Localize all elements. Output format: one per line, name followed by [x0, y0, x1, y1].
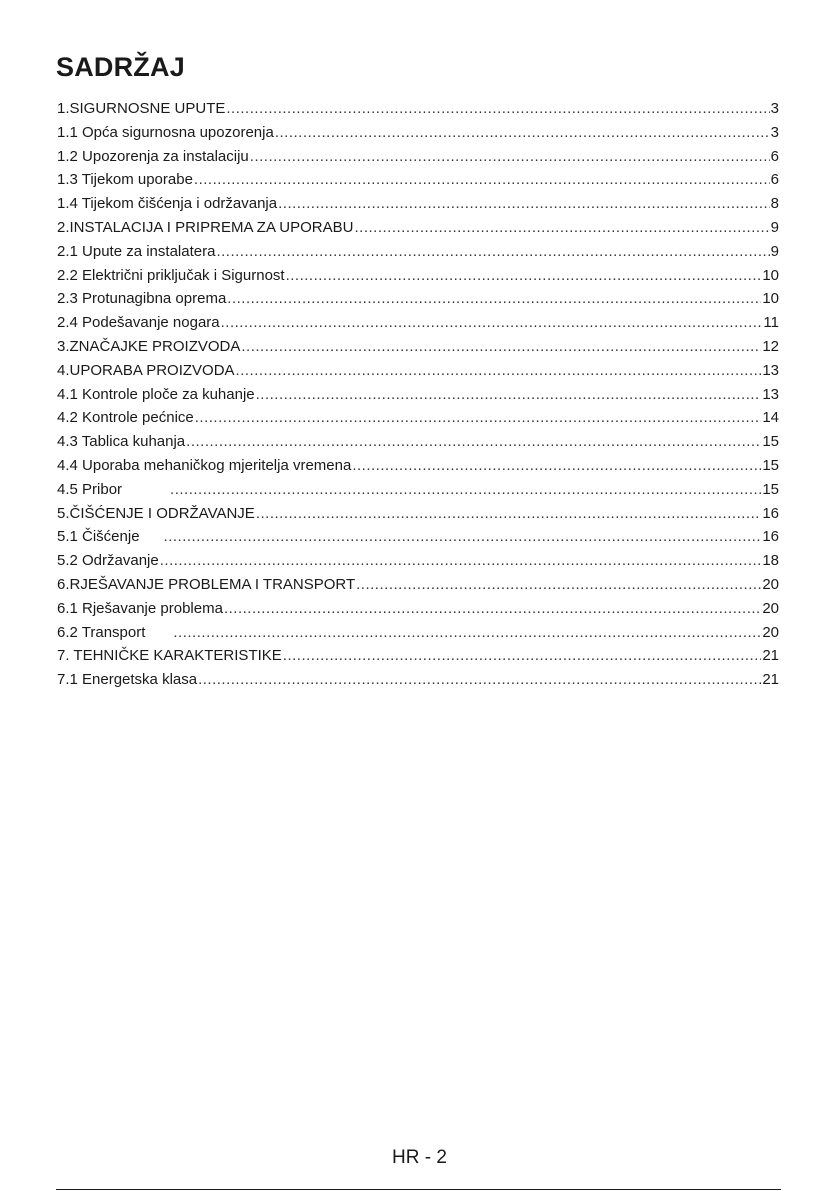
page-title: SADRŽAJ [56, 52, 185, 82]
toc-entry-page: 3 [770, 100, 779, 117]
toc-entry[interactable] [57, 240, 779, 264]
dot-leader [227, 287, 761, 311]
toc-entry-label: 6.RJEŠAVANJE PROBLEMA I TRANSPORT [57, 575, 356, 593]
toc-entry-page: 14 [762, 409, 779, 427]
toc-entry-label: 1.2 Upozorenja za instalaciju [57, 147, 249, 165]
toc-entry-label: 7.1 Energetska klasa [57, 671, 198, 689]
toc-entry-page: 15 [762, 480, 779, 498]
toc-entry-page: 21 [762, 647, 779, 665]
toc-entry[interactable] [57, 264, 779, 288]
toc-entry[interactable] [57, 145, 779, 169]
toc-entry[interactable] [57, 406, 779, 430]
toc-entry-label: 7. TEHNIČKE KARAKTERISTIKE [57, 647, 282, 665]
toc-entry-label: 4.4 Uporaba mehaničkog mjeritelja vremena [57, 456, 352, 474]
page-number: HR - 2 [392, 1147, 447, 1168]
toc-entry-page: 21 [762, 671, 779, 689]
toc-entry-label: 1.3 Tijekom uporabe [57, 171, 193, 189]
toc-entry-page: 16 [762, 504, 779, 522]
toc-entry-label: 4.3 Tablica kuhanja [57, 433, 186, 451]
toc-entry[interactable] [57, 430, 779, 454]
toc-entry[interactable] [57, 454, 779, 478]
dot-leader [186, 430, 761, 454]
toc-entry[interactable] [57, 597, 779, 621]
toc-entry-page: 10 [762, 290, 779, 308]
dot-leader [356, 573, 761, 597]
toc-entry-page: 13 [762, 385, 779, 403]
toc-entry[interactable] [57, 287, 779, 311]
toc-entry-page: 9 [770, 218, 779, 236]
toc-entry-page: 9 [770, 242, 779, 260]
dot-leader [250, 145, 770, 169]
toc-entry-label: 5.2 Održavanje [57, 552, 159, 570]
toc-entry-page: 20 [762, 623, 779, 641]
toc-entry-page: 18 [762, 552, 779, 570]
toc-entry[interactable] [57, 502, 779, 526]
toc-entry-page: 12 [762, 337, 779, 355]
toc-entry[interactable] [57, 311, 779, 335]
dot-leader [256, 502, 762, 526]
toc-entry[interactable] [57, 192, 779, 216]
toc-entry-label: 2.INSTALACIJA I PRIPREMA ZA UPORABU [57, 218, 354, 236]
toc-entry[interactable] [57, 121, 779, 145]
toc-entry[interactable] [57, 644, 779, 668]
toc-entry[interactable] [57, 525, 779, 549]
dot-leader [224, 597, 761, 621]
toc-entry[interactable] [57, 335, 779, 359]
footer-divider [56, 1189, 781, 1190]
dot-leader [170, 478, 761, 502]
dot-leader [216, 240, 769, 264]
toc-entry-label: 6.2 Transport [57, 623, 146, 641]
toc-entry-label: 1.1 Opća sigurnosna upozorenja [57, 123, 274, 141]
toc-entry-label: 2.3 Protunagibna oprema [57, 290, 227, 308]
toc-entry[interactable] [57, 478, 779, 502]
dot-leader [241, 335, 761, 359]
dot-leader [194, 168, 770, 192]
toc-entry[interactable] [57, 573, 779, 597]
dot-leader [283, 644, 762, 668]
toc-entry[interactable] [57, 383, 779, 407]
toc-entry-page: 20 [762, 599, 779, 617]
dot-leader [286, 264, 762, 288]
toc-entry-label: 5.ČIŠĆENJE I ODRŽAVANJE [57, 504, 255, 522]
toc-entry-label: 4.5 Pribor [57, 480, 123, 498]
toc-entry-label: 1.4 Tijekom čišćenja i održavanja [57, 195, 278, 213]
toc-entry[interactable] [57, 621, 779, 645]
toc-entry-page: 3 [770, 123, 779, 141]
dot-leader [195, 406, 762, 430]
toc-entry[interactable] [57, 668, 779, 692]
toc-entry-page: 8 [770, 195, 779, 213]
dot-leader [164, 525, 762, 549]
toc-entry-page: 16 [762, 528, 779, 546]
toc-entry-label: 3.ZNAČAJKE PROIZVODA [57, 337, 241, 355]
toc-entry-page: 15 [762, 433, 779, 451]
dot-leader [221, 311, 763, 335]
dot-leader [256, 383, 762, 407]
dot-leader [226, 97, 769, 121]
toc-entry-label: 5.1 Čišćenje [57, 528, 140, 546]
toc-entry-label: 1.SIGURNOSNE UPUTE [57, 100, 226, 117]
dot-leader [354, 216, 769, 240]
toc-entry-page: 11 [763, 314, 779, 332]
toc-entry-page: 13 [762, 361, 779, 379]
toc-entry-page: 6 [770, 147, 779, 165]
dot-leader [352, 454, 761, 478]
toc-entry-label: 4.1 Kontrole ploče za kuhanje [57, 385, 255, 403]
toc-entry[interactable] [57, 168, 779, 192]
toc-entry-label: 6.1 Rješavanje problema [57, 599, 223, 617]
toc-entry-page: 20 [762, 575, 779, 593]
dot-leader [173, 621, 761, 645]
dot-leader [275, 121, 770, 145]
dot-leader [278, 192, 770, 216]
toc-entry-label: 4.2 Kontrole pećnice [57, 409, 194, 427]
dot-leader [236, 359, 762, 383]
toc-entry-page: 15 [762, 456, 779, 474]
dot-leader [198, 668, 761, 692]
toc-entry-label: 2.1 Upute za instalatera [57, 242, 216, 260]
table-of-contents [57, 97, 779, 692]
toc-entry-page: 10 [762, 266, 779, 284]
toc-entry[interactable] [57, 359, 779, 383]
toc-entry-page: 6 [770, 171, 779, 189]
toc-entry[interactable] [57, 97, 779, 121]
dot-leader [160, 549, 762, 573]
toc-entry-label: 4.UPORABA PROIZVODA [57, 361, 235, 379]
toc-entry-label: 2.4 Podešavanje nogara [57, 314, 220, 332]
toc-entry-label: 2.2 Električni priključak i Sigurnost [57, 266, 285, 284]
toc-entry[interactable] [57, 216, 779, 240]
toc-entry[interactable] [57, 549, 779, 573]
